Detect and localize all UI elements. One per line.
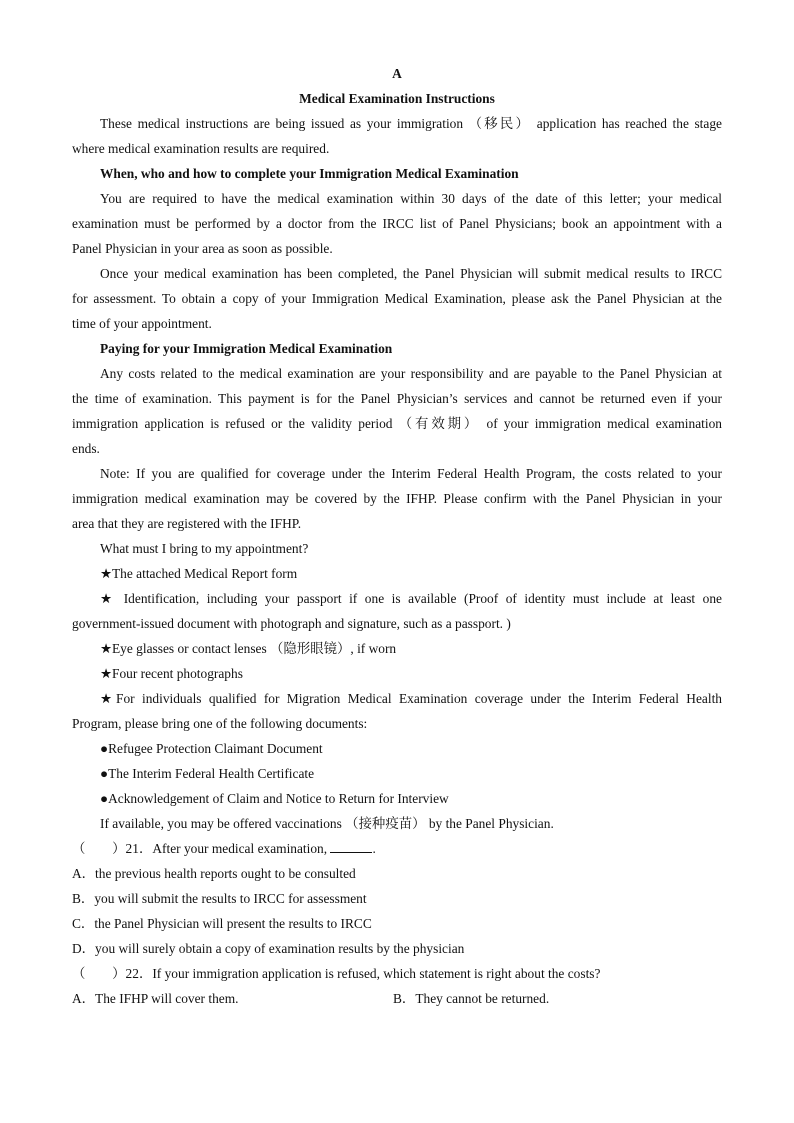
bring-item-eye-glasses: ★Eye glasses or contact lenses （隐形眼镜）, if worn bbox=[100, 641, 397, 656]
question-21-option-a: A．the previous health reports ought to be consulted bbox=[72, 866, 356, 881]
bring-item-identification-line-1: ★ Identification, including your passport if one is available (Proof of identity must include at least one bbox=[100, 591, 722, 606]
vaccination-note: If available, you may be offered vaccinations （接种疫苗） by the Panel Physician. bbox=[100, 816, 554, 831]
bring-item-ifhp-line-2: Program, please bring one of the following documents: bbox=[72, 716, 368, 731]
paragraph-3-line-4: ends. bbox=[72, 441, 100, 456]
bring-item-identification-line-2: government-issued document with photograph and signature, such as a passport. ) bbox=[72, 616, 511, 631]
intro-line-2: where medical examination results are required. bbox=[72, 141, 330, 156]
bring-item-photographs: ★Four recent photographs bbox=[100, 666, 243, 681]
paragraph-3-line-2: the time of examination. This payment is for the Panel Physician’s services and cannot be returned even if your bbox=[72, 391, 722, 406]
bring-item-ifhp-line-1: ★For individuals qualified for Migration Medical Examination coverage under the Interim Federal Health bbox=[100, 691, 722, 706]
note-line-2: immigration medical examination may be covered by the IFHP. Please confirm with the Panel Physician in your bbox=[72, 491, 722, 506]
note-line-1: Note: If you are qualified for coverage under the Interim Federal Health Program, the costs related to your bbox=[100, 466, 722, 481]
question-21-option-d: D．you will surely obtain a copy of examination results by the physician bbox=[72, 941, 465, 956]
paragraph-2-line-3: time of your appointment. bbox=[72, 316, 212, 331]
question-21-stem: （ ）21．After your medical examination, bbox=[72, 841, 328, 856]
paragraph-2-line-1: Once your medical examination has been completed, the Panel Physician will submit medical results to IRCC bbox=[100, 266, 722, 281]
passage-letter: A bbox=[392, 66, 402, 81]
passage-title: Medical Examination Instructions bbox=[299, 91, 495, 106]
question-22-option-b: B．They cannot be returned. bbox=[393, 991, 550, 1006]
answer-blank[interactable] bbox=[330, 838, 372, 853]
paragraph-3-line-3: immigration application is refused or the validity period （有效期） of your immigration medical examination bbox=[72, 416, 722, 431]
document-bullet-3: ●Acknowledgement of Claim and Notice to Return for Interview bbox=[100, 791, 449, 806]
paragraph-3-line-1: Any costs related to the medical examination are your responsibility and are payable to the Panel Physician at bbox=[100, 366, 722, 381]
question-21-end: . bbox=[372, 841, 376, 856]
question-22-stem: （ ）22．If your immigration application is refused, which statement is right about the costs? bbox=[72, 966, 601, 981]
paragraph-2-line-2: for assessment. To obtain a copy of your Immigration Medical Examination, please ask the Panel Physician at the bbox=[72, 291, 722, 306]
question-21 bbox=[72, 836, 722, 861]
bring-question: What must I bring to my appointment? bbox=[100, 541, 309, 556]
paragraph-1-line-2: examination must be performed by a doctor from the IRCC list of Panel Physicians; book an appointment with a bbox=[72, 216, 722, 231]
intro-line-1: These medical instructions are being issued as your immigration （移民） application has reached the stage bbox=[100, 116, 722, 131]
question-21-option-b: B．you will submit the results to IRCC for assessment bbox=[72, 891, 367, 906]
question-22-option-a: A．The IFHP will cover them. bbox=[72, 991, 239, 1006]
section-heading-when-who-how: When, who and how to complete your Immigration Medical Examination bbox=[100, 166, 519, 181]
section-heading-paying: Paying for your Immigration Medical Examination bbox=[100, 341, 393, 356]
paragraph-1-line-1: You are required to have the medical examination within 30 days of the date of this letter; your medical bbox=[100, 191, 722, 206]
question-21-option-c: C．the Panel Physician will present the results to IRCC bbox=[72, 916, 372, 931]
document-bullet-1: ●Refugee Protection Claimant Document bbox=[100, 741, 323, 756]
document-bullet-2: ●The Interim Federal Health Certificate bbox=[100, 766, 315, 781]
note-line-3: area that they are registered with the IFHP. bbox=[72, 516, 302, 531]
paragraph-1-line-3: Panel Physician in your area as soon as possible. bbox=[72, 241, 333, 256]
bring-item-medical-report: ★The attached Medical Report form bbox=[100, 566, 298, 581]
